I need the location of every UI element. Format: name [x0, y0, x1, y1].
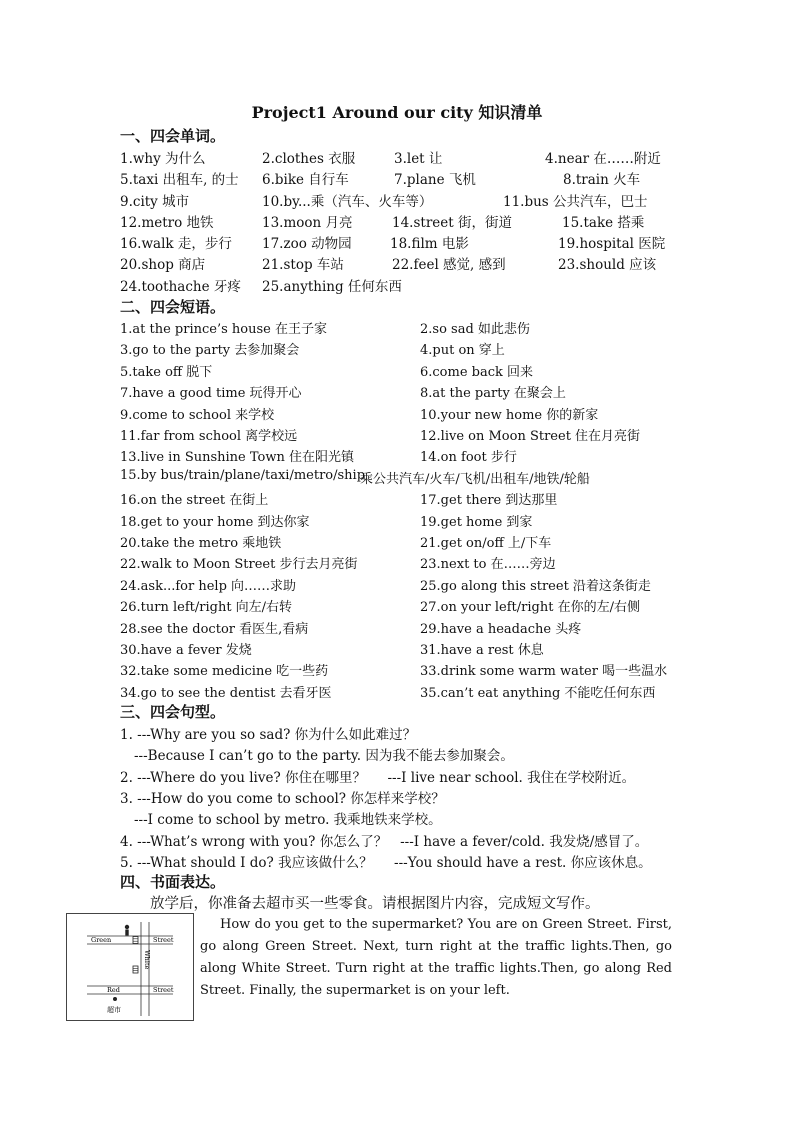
sentence-line: 4. ---What’s wrong with you? 你怎么了？ ---I have a fever/cold. 我发烧/感冒了。	[120, 834, 649, 850]
street-map	[66, 913, 194, 1021]
traffic-light-icon	[133, 966, 138, 973]
vocab-item: 4.near 在……附近	[545, 151, 661, 167]
phrase-item: 21.get on/off 上/下车	[420, 536, 552, 551]
sentence-line: ---Because I can’t go to the party. 因为我不能去参加聚会。	[134, 748, 514, 764]
section3-heading: 三、四会句型。	[120, 703, 226, 721]
sentence-line: ---I come to school by metro. 我乘地铁来学校。	[134, 812, 442, 828]
sentence-line: 3. ---How do you come to school? 你怎样来学校？	[120, 791, 445, 807]
vocab-item: 2.clothes 衣服	[262, 151, 356, 167]
vocab-item: 7.plane 飞机	[394, 172, 476, 188]
phrase-item: 14.on foot 步行	[420, 450, 517, 466]
phrase-item: 7.have a good time 玩得开心	[120, 386, 302, 402]
section1-heading: 一、四会单词。	[120, 127, 226, 145]
map-label-street: Street	[153, 936, 174, 944]
sentence-line: 1. ---Why are you so sad? 你为什么如此难过？	[120, 727, 417, 743]
phrase-item: 27.on your left/right 在你的左/右侧	[420, 600, 640, 616]
phrase-item: 16.on the street 在街上	[120, 493, 269, 509]
phrase-item: 26.turn left/right 向左/右转	[120, 600, 293, 616]
page-title: Project1 Around our city 知识清单	[251, 103, 543, 122]
vocab-item: 22.feel 感觉, 感到	[392, 257, 506, 273]
phrase-item: 19.get home 到家	[420, 514, 533, 530]
writing-prompt: 放学后，你准备去超市买一些零食。请根据图片内容，完成短文写作。	[150, 896, 600, 912]
phrase-item: 29.have a headache 头疼	[420, 621, 582, 637]
phrase-item: 35.can’t eat anything 不能吃任何东西	[420, 685, 656, 701]
phrase-item: 24.ask...for help 向……求助	[120, 578, 297, 594]
phrase-item: 3.go to the party 去参加聚会	[120, 343, 300, 359]
vocab-item: 19.hospital 医院	[558, 236, 666, 252]
vocab-item: 1.why 为什么	[120, 151, 206, 167]
map-label-street-2: Street	[153, 986, 174, 994]
phrase-item: 6.come back 回来	[420, 364, 534, 380]
vocab-item: 9.city 城市	[120, 194, 190, 210]
phrase-item: 20.take the metro 乘地铁	[120, 536, 282, 551]
vocab-item: 20.shop 商店	[120, 257, 206, 273]
phrase-item: 10.your new home 你的新家	[420, 407, 599, 423]
phrase-item: 30.have a fever 发烧	[120, 643, 252, 658]
vocab-item: 8.train 火车	[563, 172, 641, 188]
phrase-item: 8.at the party 在聚会上	[420, 386, 566, 402]
section2-heading: 二、四会短语。	[120, 298, 226, 316]
vocab-item: 23.should 应该	[558, 257, 657, 273]
sentence-line: 2. ---Where do you live? 你住在哪里？ ---I live near school. 我住在学校附近。	[120, 770, 636, 786]
phrase-item: 23.next to 在……旁边	[420, 557, 556, 573]
vocab-item: 6.bike 自行车	[262, 172, 349, 188]
phrase-item: 25.go along this street 沿着这条街走	[420, 578, 651, 594]
phrase-item: 12.live on Moon Street 住在月亮街	[420, 429, 641, 444]
phrase-item: 22.walk to Moon Street 步行去月亮街	[120, 557, 358, 573]
phrase-item: 32.take some medicine 吃一些药	[120, 664, 329, 680]
phrase-item: 34.go to see the dentist 去看牙医	[120, 685, 332, 701]
phrase-item: 28.see the doctor 看医生,看病	[120, 621, 309, 637]
phrase-item: 11.far from school 离学校远	[120, 429, 298, 444]
sentence-line: 5. ---What should I do? 我应该做什么？ ---You should have a rest. 你应该休息。	[120, 855, 652, 871]
phrase-item: 15.by bus/train/plane/taxi/metro/ship	[120, 467, 366, 483]
phrase-item: 乘公共汽车/火车/飞机/出租车/地铁/轮船	[360, 471, 590, 487]
phrase-item: 18.get to your home 到达你家	[120, 514, 310, 530]
essay-text	[200, 914, 672, 1002]
vocab-item: 11.bus 公共汽车，巴士	[503, 194, 648, 210]
vocab-item: 21.stop 车站	[262, 257, 344, 273]
map-label-white: White	[143, 950, 151, 970]
map-label-green: Green	[91, 936, 112, 944]
vocab-item: 3.let 让	[394, 151, 443, 167]
section4-heading: 四、书面表达。	[120, 873, 226, 891]
phrase-item: 17.get there 到达那里	[420, 493, 558, 509]
vocab-item: 5.taxi 出租车, 的士	[120, 172, 239, 188]
essay-paragraph: How do you get to the supermarket? You are on Green Street. First, go along Green Street. Next, turn right at the traffic lights.Then, go along White Street. Turn right at the traffic lights.Then, go along Red Street. Finally, the supermarket is on your left.	[200, 917, 672, 998]
phrase-item: 1.at the prince’s house 在王子家	[120, 322, 327, 337]
phrase-item: 9.come to school 来学校	[120, 407, 275, 423]
vocab-item: 15.take 搭乘	[562, 215, 645, 231]
map-label-supermarket: 超市	[107, 1006, 121, 1014]
vocab-item: 25.anything 任何东西	[262, 279, 402, 295]
phrase-item: 33.drink some warm water 喝一些温水	[420, 664, 668, 680]
phrase-item: 13.live in Sunshine Town 住在阳光镇	[120, 450, 354, 466]
phrase-item: 4.put on 穿上	[420, 343, 505, 359]
person-icon	[125, 925, 129, 936]
vocab-item: 24.toothache 牙疼	[120, 279, 241, 295]
vocab-item: 18.film 电影	[390, 236, 469, 252]
vocab-item: 14.street 街，街道	[392, 215, 512, 231]
supermarket-marker	[113, 997, 117, 1001]
vocab-item: 12.metro 地铁	[120, 215, 214, 231]
phrase-item: 2.so sad 如此悲伤	[420, 322, 530, 337]
vocab-item: 16.walk 走，步行	[120, 236, 232, 252]
phrase-item: 5.take off 脱下	[120, 364, 213, 380]
phrase-item: 31.have a rest 休息	[420, 643, 544, 658]
vocab-item: 13.moon 月亮	[262, 215, 353, 231]
map-label-red: Red	[107, 986, 120, 994]
vocab-item: 10.by...乘（汽车、火车等）	[262, 194, 433, 210]
traffic-light-icon	[133, 937, 138, 944]
vocab-item: 17.zoo 动物园	[262, 236, 352, 252]
